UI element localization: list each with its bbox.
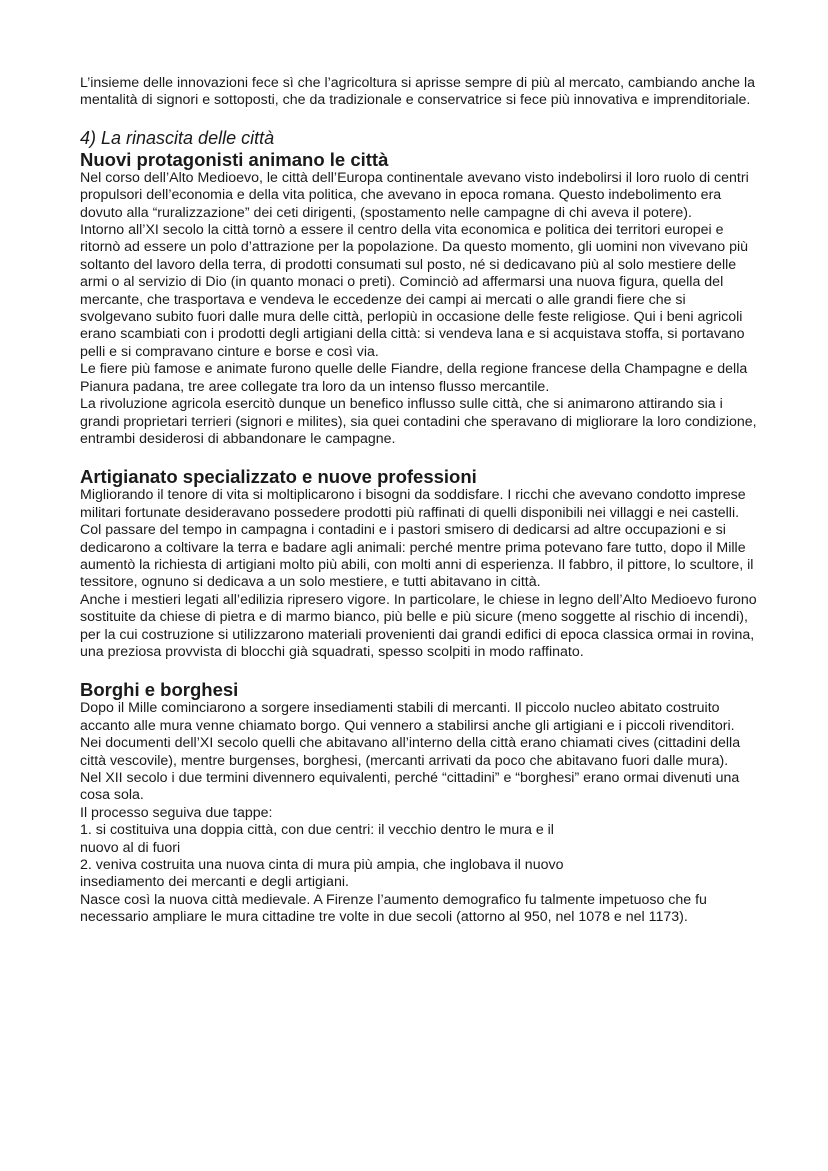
step-line: nuovo al di fuori [80,839,181,856]
heading-artigianato: Artigianato specializzato e nuove professioni [80,466,477,488]
artigianato-body [80,487,760,661]
closing-paragraph: Nasce così la nuova città medievale. A Firenze l’aumento demografico fu talmente impetuoso che fu necessario ampliare le mura cittadine tre volte in due secoli (attorno al 950, nel 1078 e nel 1173). [80,891,707,926]
paragraph: Nei documenti dell’XI secolo quelli che abitavano all’interno della città erano chiamati cives (cittadini della città vescovile), mentre burgenses, borghesi, (mercanti arrivati da poco che abitavano fuori dalle mura). [80,735,741,769]
paragraph: Anche i mestieri legati all’edilizia ripresero vigore. In particolare, le chiese in legno dell’Alto Medioevo furono sostituite da chiese di pietra e di marmo bianco, più belle e più sicure (meno soggette al rischio di incendi), per la cui costruzione si utilizzarono materiali provenienti dai grandi edifici di epoca classica ormai in rovina, una preziosa provvista di blocchi già squadrati, spesso scolpiti in modo raffinato. [80,591,757,660]
paragraph: Nel corso dell’Alto Medioevo, le città dell’Europa continentale avevano visto indebolirsi il loro ruolo di centri propulsori dell’economia e della vita politica, che avevano in epoca romana. Questo indebolimento era dovuto alla “ruralizzazione” dei ceti dirigenti, (spostamento nelle campagne di chi aveva il potere). [80,169,749,221]
document-page [80,75,760,927]
section-title: 4) La rinascita delle città [80,127,275,148]
borghi-body [80,700,760,926]
nuovi-protagonisti-body [80,170,760,449]
paragraph: Le fiere più famose e animate furono quelle delle Fiandre, della regione francese della Champagne e della Pianura padana, tre aree collegate tra loro da un intenso flusso mercantile. [80,361,748,395]
heading-borghi: Borghi e borghesi [80,679,239,701]
paragraph: Il processo seguiva due tappe: [80,804,273,821]
intro-paragraph: L’insieme delle innovazioni fece sì che l’agricoltura si aprisse sempre di più al mercato, cambiando anche la mentalità di signori e sottoposti, che da tradizionale e conservatrice si fece più innovativa e imprenditoriale. [80,75,756,109]
step-line: 1. si costituiva una doppia città, con due centri: il vecchio dentro le mura e il [80,822,554,839]
paragraph: Migliorando il tenore di vita si moltiplicarono i bisogni da soddisfare. I ricchi che avevano condotto imprese militari fortunate desideravano possedere prodotti più raffinati di quelli disponibili nei villaggi e nei castelli. Col passare del tempo in campagna i contadini e i pastori smisero di dedicarsi ad altre occupazioni e si dedicarono a coltivare la terra e badare agli animali: perché mentre prima potevano fare tutto, dopo il Mille aumentò la richiesta di artigiani molto più abili, con molti anni di esperienza. Il fabbro, il pittore, lo scultore, il tessitore, ognuno si dedicava a un solo mestiere, e tutti abitavano in città. [80,487,754,591]
paragraph: Intorno all’XI secolo la città tornò a essere il centro della vita economica e politica dei territori europei e ritornò ad essere un polo d’attrazione per la popolazione. Da questo momento, gli uomini non vivevano più soltanto del lavoro della terra, di prodotti consumati sul posto, né si dedicavano più al solo mestiere delle armi o al servizio di Dio (in quanto monaci o preti). Cominciò ad affermarsi una nuova figura, quella del mercante, che trasportava e vendeva le eccedenze dei campi ai mercati o alle grandi fiere che si svolgevano subito fuori dalle mura delle città, perlopiù in occasione delle feste religiose. Qui i beni agricoli erano scambiati con i prodotti degli artigiani della città: si vendeva lana e si acquistava stoffa, si portavano pelli e si compravano cinture e borse e così via. [80,222,749,360]
heading-nuovi-protagonisti: Nuovi protagonisti animano le città [80,148,389,170]
step-line: insediamento dei mercanti e degli artigiani. [80,874,349,891]
paragraph: Dopo il Mille cominciarono a sorgere insediamenti stabili di mercanti. Il piccolo nucleo abitato costruito accanto alle mura venne chiamato borgo. Qui vennero a stabilirsi anche gli artigiani e i piccoli rivenditori. [80,700,735,734]
paragraph: La rivoluzione agricola esercitò dunque un benefico influsso sulle città, che si animarono attirando sia i grandi proprietari terrieri (signori e milites), sia quei contadini che speravano di migliorare la loro condizione, entrambi desiderosi di abbandonare le campagne. [80,396,757,447]
paragraph: Nel XII secolo i due termini divennero equivalenti, perché “cittadini” e “borghesi” erano ormai divenuti una cosa sola. [80,770,740,804]
step-line: 2. veniva costruita una nuova cinta di mura più ampia, che inglobava il nuovo [80,857,564,874]
